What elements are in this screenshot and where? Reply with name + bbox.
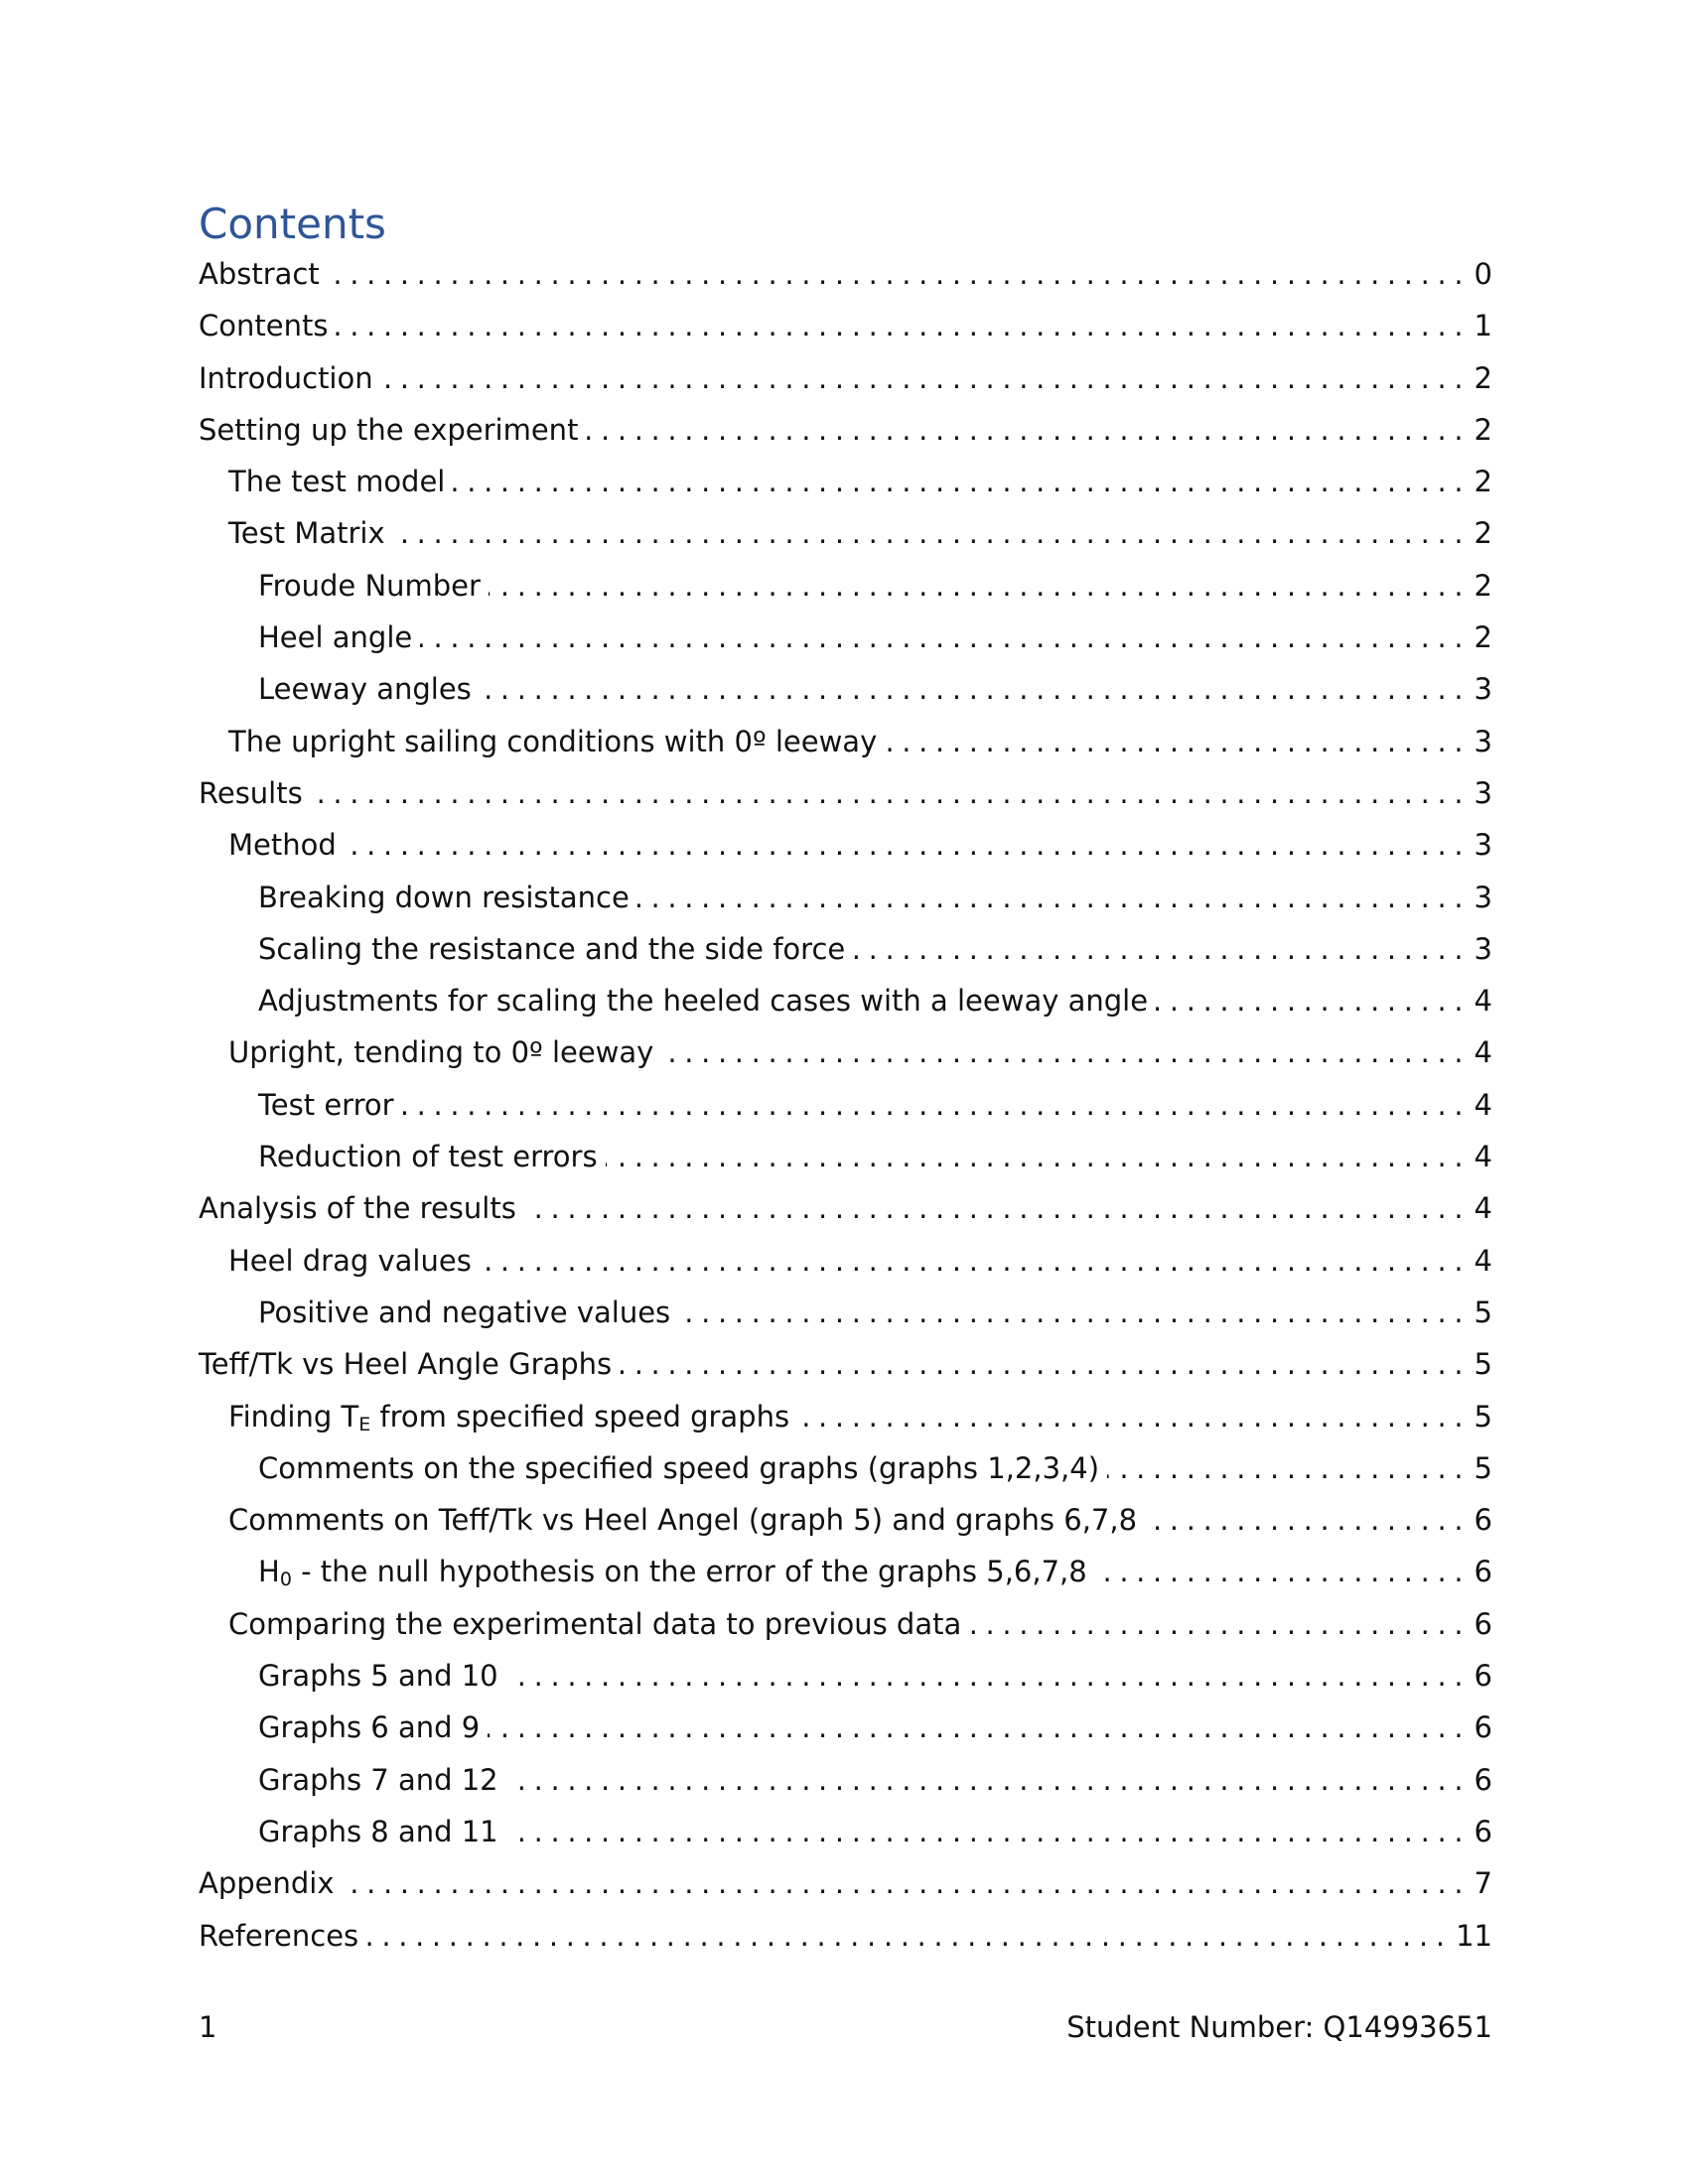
toc-entry-label[interactable] — [228, 1235, 472, 1287]
toc-entry-label[interactable] — [228, 507, 385, 559]
toc-entry-label-text: The test model — [228, 465, 446, 499]
toc-entry-subscript: E — [358, 1413, 371, 1435]
toc-dot-leader — [489, 562, 1469, 614]
toc-entry[interactable] — [199, 560, 1492, 612]
toc-entry-page-number[interactable]: 3 — [1474, 775, 1492, 810]
toc-entry-label[interactable] — [228, 716, 877, 767]
toc-entry-label-text: Method — [228, 828, 337, 863]
toc-entry-label-text: Upright, tending to 0º leeway — [228, 1035, 654, 1070]
toc-entry-page-number[interactable]: 2 — [1474, 620, 1492, 655]
toc-entry[interactable] — [199, 1806, 1492, 1857]
toc-entry[interactable] — [199, 300, 1492, 351]
toc-entry[interactable] — [199, 1079, 1492, 1131]
toc-entry-page-number[interactable]: 2 — [1474, 412, 1492, 447]
toc-entry-label-text: Graphs 7 and 12 — [258, 1762, 498, 1797]
toc-entry-label[interactable] — [228, 1494, 1137, 1546]
toc-entry-label-text: Froude Number — [258, 568, 481, 603]
toc-entry-page-number[interactable]: 4 — [1474, 1140, 1492, 1174]
toc-entry[interactable] — [199, 456, 1492, 507]
toc-dot-leader — [328, 250, 1469, 302]
toc-entry[interactable] — [199, 248, 1492, 300]
toc-entry-label[interactable] — [199, 1857, 335, 1909]
toc-entry-label[interactable] — [199, 300, 328, 351]
toc-entry-page-number[interactable]: 3 — [1474, 724, 1492, 758]
toc-entry-label-suffix: - the null hypothesis on the error of the graphs 5,6,7,8 — [291, 1555, 1087, 1589]
toc-entry[interactable] — [199, 1754, 1492, 1806]
toc-dot-leader — [343, 1859, 1469, 1911]
footer-student-number: Student Number: Q14993651 — [1066, 2010, 1492, 2044]
toc-entry-page-number[interactable]: 2 — [1474, 360, 1492, 395]
toc-entry[interactable] — [199, 1287, 1492, 1338]
toc-entry-subscript: 0 — [279, 1569, 292, 1591]
toc-entry-page-number[interactable]: 2 — [1474, 568, 1492, 603]
toc-dot-leader — [620, 1340, 1468, 1392]
toc-entry[interactable] — [199, 1182, 1492, 1234]
toc-entry-label-text: Test error — [258, 1087, 394, 1122]
toc-entry-label[interactable] — [258, 1806, 498, 1857]
toc-entry-page-number[interactable]: 7 — [1474, 1866, 1492, 1901]
toc-entry-page-number[interactable]: 5 — [1474, 1399, 1492, 1433]
toc-entry[interactable] — [199, 819, 1492, 871]
toc-entry-page-number[interactable]: 3 — [1474, 880, 1492, 914]
toc-entry[interactable] — [199, 352, 1492, 404]
toc-entry-label-text: Graphs 5 and 10 — [258, 1659, 498, 1694]
toc-dot-leader — [853, 925, 1468, 977]
toc-entry-label[interactable] — [258, 1079, 394, 1131]
toc-dot-leader — [797, 1393, 1468, 1444]
toc-dot-leader — [524, 1184, 1469, 1236]
toc-entry-label[interactable] — [228, 1391, 789, 1442]
toc-entry-page-number[interactable]: 1 — [1474, 309, 1492, 343]
toc-entry-label[interactable] — [258, 1131, 598, 1182]
toc-entry-label[interactable] — [258, 1650, 498, 1702]
toc-entry-label[interactable] — [199, 1910, 358, 1962]
toc-entry-label-text: Test Matrix — [228, 516, 385, 551]
toc-entry-page-number[interactable]: 6 — [1474, 1659, 1492, 1694]
toc-entry-label[interactable] — [199, 248, 320, 300]
toc-entry-page-number[interactable]: 6 — [1474, 1606, 1492, 1641]
toc-dot-leader — [381, 354, 1469, 406]
toc-entry-label[interactable] — [199, 1338, 612, 1390]
toc-dot-leader — [336, 302, 1468, 353]
toc-entry[interactable] — [199, 507, 1492, 559]
toc-entry-label-text: Comparing the experimental data to previous data — [228, 1606, 962, 1641]
toc-entry[interactable] — [199, 1857, 1492, 1909]
toc-entry-label-text: Adjustments for scaling the heeled cases with a leeway angle — [258, 984, 1149, 1019]
toc-entry[interactable] — [199, 767, 1492, 819]
toc-entry-label-text: Heel angle — [258, 620, 413, 655]
toc-entry[interactable] — [199, 1131, 1492, 1182]
toc-entry[interactable] — [199, 975, 1492, 1026]
toc-dot-leader — [1145, 1496, 1469, 1548]
toc-dot-leader — [393, 509, 1469, 561]
toc-entry-label-text: Analysis of the results — [199, 1191, 516, 1226]
toc-entry-label[interactable] — [228, 1026, 653, 1078]
toc-dot-leader — [506, 1756, 1469, 1808]
toc-entry-label-text: Finding T — [228, 1399, 359, 1433]
toc-dot-leader — [1107, 1444, 1469, 1496]
toc-dot-leader — [586, 406, 1468, 458]
toc-entry[interactable] — [199, 663, 1492, 715]
toc-entry-page-number[interactable]: 0 — [1474, 257, 1492, 291]
toc-entry-label-text: Graphs 8 and 11 — [258, 1814, 498, 1848]
toc-entry-page-number[interactable]: 6 — [1474, 1710, 1492, 1745]
toc-dot-leader — [488, 1704, 1468, 1755]
toc-dot-leader — [637, 874, 1469, 925]
toc-entry-label[interactable] — [228, 456, 445, 507]
toc-entry-label[interactable] — [228, 1598, 961, 1650]
toc-entry[interactable] — [199, 1650, 1492, 1702]
toc-entry-label[interactable] — [258, 975, 1148, 1026]
toc-entry-label-text: Positive and negative values — [258, 1295, 671, 1329]
toc-entry-page-number[interactable]: 5 — [1474, 1295, 1492, 1329]
toc-dot-leader — [453, 458, 1468, 509]
toc-dot-leader — [311, 769, 1469, 821]
toc-entry[interactable] — [199, 404, 1492, 456]
toc-dot-leader — [606, 1133, 1469, 1184]
toc-dot-leader — [345, 821, 1469, 873]
toc-entry[interactable] — [199, 1391, 1492, 1442]
toc-entry-label[interactable] — [258, 1546, 1087, 1597]
toc-entry[interactable] — [199, 872, 1492, 923]
toc-entry-label-text: Comments on Teff/Tk vs Heel Angel (graph 5) and graphs 6,7,8 — [228, 1503, 1138, 1538]
toc-entry-label-text: Scaling the resistance and the side force — [258, 931, 846, 966]
toc-entry-label[interactable] — [258, 872, 630, 923]
toc-entry[interactable] — [199, 1598, 1492, 1650]
toc-entry-label-text: References — [199, 1918, 359, 1953]
toc-entry-label-text: Heel drag values — [228, 1243, 472, 1278]
toc-entry-page-number[interactable]: 4 — [1474, 984, 1492, 1019]
toc-entry-page-number[interactable]: 5 — [1474, 1450, 1492, 1485]
toc-entry-label-text: Contents — [199, 309, 329, 343]
toc-entry-label-text: Breaking down resistance — [258, 880, 630, 914]
toc-entry-label-text: Graphs 6 and 9 — [258, 1710, 481, 1745]
toc-entry[interactable] — [199, 1910, 1492, 1962]
toc-entry-label-text: Comments on the specified speed graphs (graphs 1,2,3,4) — [258, 1450, 1100, 1485]
toc-entry-label-text: Setting up the experiment — [199, 412, 579, 447]
toc-dot-leader — [506, 1808, 1469, 1859]
toc-entry-label[interactable] — [258, 1702, 480, 1753]
toc-entry-label[interactable] — [199, 1182, 516, 1234]
page-footer — [199, 2007, 1492, 2047]
toc-entry[interactable] — [199, 1702, 1492, 1753]
toc-entry-label[interactable] — [199, 352, 373, 404]
toc-dot-leader — [402, 1081, 1469, 1133]
toc-entry-page-number[interactable]: 6 — [1474, 1555, 1492, 1589]
toc-entry-label[interactable] — [199, 767, 303, 819]
toc-entry[interactable] — [199, 1494, 1492, 1546]
toc-dot-leader — [1156, 977, 1468, 1028]
toc-entry-label-text: Leeway angles — [258, 672, 472, 707]
toc-entry-page-number[interactable]: 4 — [1474, 1243, 1492, 1278]
toc-entry-label[interactable] — [199, 404, 578, 456]
toc-entry-page-number[interactable]: 3 — [1474, 828, 1492, 863]
toc-entry-label[interactable] — [258, 663, 472, 715]
toc-entry-page-number[interactable]: 6 — [1474, 1814, 1492, 1848]
toc-entry[interactable] — [199, 923, 1492, 975]
toc-dot-leader — [885, 718, 1468, 769]
toc-entry-label-text: H — [258, 1555, 280, 1589]
toc-entry[interactable] — [199, 1026, 1492, 1078]
toc-entry[interactable] — [199, 612, 1492, 663]
toc-entry[interactable] — [199, 716, 1492, 767]
toc-entry-label-text: Teff/Tk vs Heel Angle Graphs — [199, 1347, 613, 1382]
toc-entry-page-number[interactable]: 6 — [1474, 1503, 1492, 1538]
toc-dot-leader — [661, 1028, 1468, 1080]
toc-dot-leader — [480, 665, 1469, 717]
toc-entry-label-text: Appendix — [199, 1866, 335, 1901]
toc-entry-label[interactable] — [258, 612, 412, 663]
toc-entry-label-text: Introduction — [199, 360, 373, 395]
toc-entry-label[interactable] — [258, 1442, 1099, 1494]
toc-entry-label-text: Results — [199, 775, 303, 810]
toc-entry-label[interactable] — [228, 819, 337, 871]
footer-page-number: 1 — [199, 2010, 217, 2044]
toc-entry-label[interactable] — [258, 923, 845, 975]
toc-entry[interactable] — [199, 1546, 1492, 1597]
toc-entry[interactable] — [199, 1338, 1492, 1390]
toc-entry-label[interactable] — [258, 560, 481, 612]
toc-dot-leader — [1095, 1548, 1469, 1599]
toc-dot-leader — [420, 614, 1468, 665]
toc-entry-page-number[interactable]: 5 — [1474, 1347, 1492, 1382]
toc-entry-page-number[interactable]: 11 — [1456, 1918, 1492, 1953]
toc-dot-leader — [506, 1652, 1469, 1704]
toc-entry-label-text: Reduction of test errors — [258, 1140, 598, 1174]
toc-dot-leader — [366, 1912, 1450, 1964]
toc-entry-page-number[interactable]: 4 — [1474, 1191, 1492, 1226]
toc-dot-leader — [678, 1289, 1468, 1340]
toc-entry[interactable] — [199, 1235, 1492, 1287]
toc-entry-page-number[interactable]: 2 — [1474, 516, 1492, 551]
page-title: Contents — [199, 200, 386, 248]
toc-entry-page-number[interactable]: 3 — [1474, 931, 1492, 966]
table-of-contents — [199, 248, 1492, 1962]
toc-entry-page-number[interactable]: 6 — [1474, 1762, 1492, 1797]
toc-entry-label[interactable] — [258, 1287, 670, 1338]
toc-dot-leader — [969, 1600, 1468, 1652]
toc-dot-leader — [480, 1237, 1469, 1289]
toc-entry[interactable] — [199, 1442, 1492, 1494]
toc-entry-label-suffix: from specified speed graphs — [370, 1399, 790, 1433]
toc-entry-label-text: The upright sailing conditions with 0º leeway — [228, 724, 878, 758]
toc-entry-page-number[interactable]: 3 — [1474, 672, 1492, 707]
toc-entry-label-text: Abstract — [199, 257, 320, 291]
toc-entry-page-number[interactable]: 4 — [1474, 1087, 1492, 1122]
toc-entry-page-number[interactable]: 4 — [1474, 1035, 1492, 1070]
toc-entry-label[interactable] — [258, 1754, 498, 1806]
toc-entry-page-number[interactable]: 2 — [1474, 465, 1492, 499]
